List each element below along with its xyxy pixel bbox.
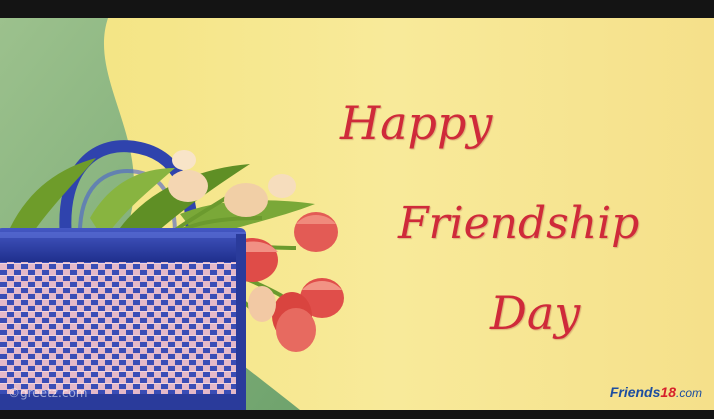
woven-basket [0,228,246,410]
card-scene [0,18,714,410]
greeting-word-friendship: Friendship [398,198,640,249]
brand-logo-part1: Friends [609,384,661,400]
greeting-word-happy: Happy [340,96,493,150]
brand-logo-domain: .com [675,386,702,400]
watermark: ©greetz.com [8,386,88,400]
brand-logo [610,384,702,400]
greeting-word-day: Day [490,286,581,340]
brand-logo-number: 18 [660,384,676,400]
